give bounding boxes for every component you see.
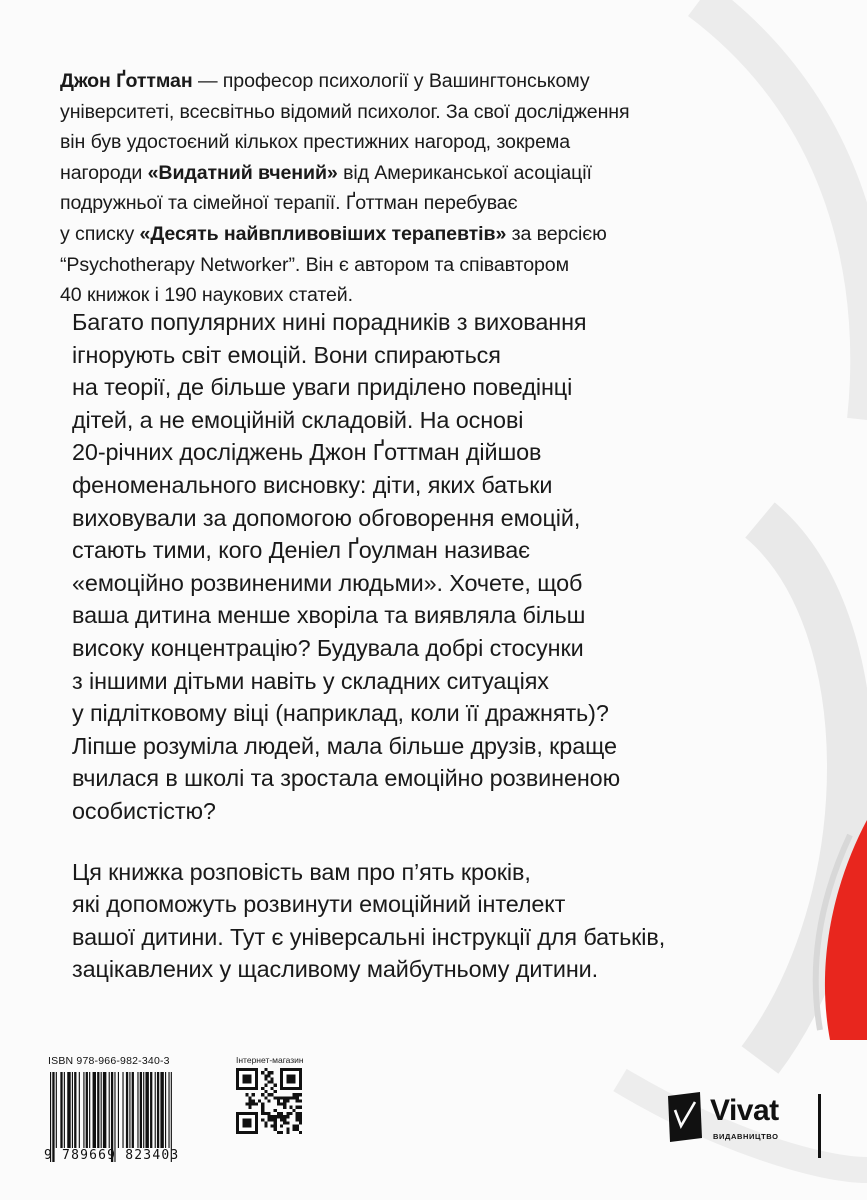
qr-module [280, 1125, 283, 1128]
bio-line: 40 книжок і 190 наукових статей. [60, 284, 353, 307]
barcode-bar [160, 1072, 163, 1148]
description-line: «емоційно розвиненими людьми». Хочете, щоб [72, 569, 583, 596]
description-line: які допоможуть розвинути емоційний інтелект [72, 891, 566, 918]
qr-module [267, 1118, 270, 1121]
barcode-bar [145, 1072, 148, 1148]
description-line: високу концентрацію? Будувала добрі стосунки [72, 634, 584, 661]
qr-module [267, 1099, 270, 1102]
qr-module [286, 1115, 289, 1118]
barcode-bar [157, 1072, 159, 1148]
qr-module [274, 1096, 277, 1099]
qr-module [264, 1090, 267, 1093]
bio-line: він був удостоєний кількох престижних нагород, зокрема [60, 131, 571, 154]
qr-module [274, 1125, 277, 1128]
qr-module [271, 1087, 274, 1090]
qr-module [258, 1099, 261, 1102]
vivat-mark-icon [666, 1092, 704, 1142]
publisher-subtitle: ВИДАВНИЦТВО [713, 1132, 779, 1141]
qr-finder [242, 1118, 251, 1127]
qr-module [293, 1128, 296, 1131]
qr-module [299, 1093, 302, 1096]
qr-module [261, 1093, 264, 1096]
qr-module [286, 1112, 289, 1115]
qr-module [267, 1074, 270, 1077]
description-line: вчилася в школі та зростала емоційно розвиненою [72, 765, 621, 792]
bio-line: нагороди «Видатний вчений» від Американської асоціації [60, 161, 592, 184]
qr-module [289, 1106, 292, 1109]
bio-line: університеті, всесвітньо відомий психолог. За свої дослідження [60, 100, 630, 123]
description-line: Багато популярних нині порадників з виховання [72, 309, 587, 335]
qr-module [280, 1118, 283, 1121]
qr-module [293, 1109, 296, 1112]
qr-module [286, 1096, 289, 1099]
qr-module [264, 1068, 267, 1071]
qr-module [293, 1093, 296, 1096]
description-line: Ця книжка розповість вам про п’ять кроків, [72, 858, 531, 885]
qr-module [293, 1096, 296, 1099]
barcode-bar [101, 1072, 102, 1148]
qr-module [296, 1096, 299, 1099]
qr-module [274, 1084, 277, 1087]
description-line: ігнорують світ емоцій. Вони спираються [72, 341, 501, 368]
qr-module [280, 1096, 283, 1099]
description-line: виховували за допомогою обговорення емоцій, [72, 504, 581, 531]
qr-module [267, 1115, 270, 1118]
barcode-bar [143, 1072, 144, 1148]
qr-module [274, 1118, 277, 1121]
qr-module [283, 1118, 286, 1121]
description-line: особистістю? [72, 797, 216, 824]
qr-module [264, 1077, 267, 1080]
book-description [72, 306, 682, 1014]
qr-module [245, 1093, 248, 1096]
qr-module [283, 1099, 286, 1102]
qr-module [286, 1121, 289, 1124]
barcode-bar [118, 1072, 119, 1148]
qr-module [271, 1118, 274, 1121]
qr-module [296, 1099, 299, 1102]
author-name: Джон Ґоттман [60, 70, 193, 92]
qr-finder [242, 1074, 251, 1083]
qr-module [249, 1103, 252, 1106]
barcode-bar [103, 1072, 106, 1148]
barcode-bar [83, 1072, 84, 1148]
barcode-bar [74, 1072, 76, 1148]
qr-module [296, 1115, 299, 1118]
qr-module [283, 1106, 286, 1109]
barcode-bar [122, 1072, 123, 1148]
author-bio [60, 66, 700, 311]
qr-module [286, 1128, 289, 1131]
description-paragraph-2 [72, 856, 682, 986]
barcode-bar [129, 1072, 130, 1148]
qr-module [277, 1131, 280, 1134]
description-line: дітей, а не емоційній складовій. На основі [72, 406, 524, 433]
barcode-bar [140, 1072, 142, 1148]
qr-module [289, 1112, 292, 1115]
qr-module [264, 1112, 267, 1115]
qr-module [299, 1118, 302, 1121]
barcode-bar [109, 1072, 110, 1148]
qr-module [274, 1109, 277, 1112]
description-line: з іншими дітьми навіть у складних ситуаціях [72, 667, 549, 694]
qr-module [267, 1093, 270, 1096]
qr-module [271, 1125, 274, 1128]
qr-module [264, 1125, 267, 1128]
qr-module [286, 1099, 289, 1102]
qr-module [271, 1071, 274, 1074]
bio-line: у списку «Десять найвпливовіших терапевтів» за версією [60, 222, 607, 245]
barcode-bar [165, 1072, 166, 1148]
qr-module [283, 1103, 286, 1106]
qr-module [261, 1071, 264, 1074]
qr-module [280, 1131, 283, 1134]
qr-module [283, 1121, 286, 1124]
barcode-bar [126, 1072, 128, 1148]
qr-module [252, 1093, 255, 1096]
qr-module [261, 1106, 264, 1109]
qr-module [245, 1103, 248, 1106]
bio-line: Джон Ґоттман — професор психології у Вашингтонському [60, 70, 590, 92]
description-line: на теорії, де більше уваги приділено поведінці [72, 374, 573, 401]
qr-module [280, 1112, 283, 1115]
qr-module [299, 1115, 302, 1118]
qr-module [277, 1103, 280, 1106]
qr-module [274, 1090, 277, 1093]
qr-module [249, 1096, 252, 1099]
description-line: феноменального висновку: діти, яких батьки [72, 471, 553, 498]
qr-label: Інтернет-магазин [236, 1055, 304, 1065]
barcode-bar [93, 1072, 96, 1148]
barcode-bar [67, 1072, 70, 1148]
qr-module [296, 1118, 299, 1121]
qr-module [274, 1115, 277, 1118]
qr-module [277, 1099, 280, 1102]
qr-module [264, 1074, 267, 1077]
barcode-bar [79, 1072, 80, 1148]
description-line: 20-річних досліджень Джон Ґоттман дійшов [72, 439, 542, 466]
barcode-digits: 9 789669 823403 [44, 1148, 180, 1163]
bio-line: подружньої та сімейної терапії. Ґоттман перебуває [60, 192, 518, 215]
barcode-bar [64, 1072, 65, 1148]
qr-module [267, 1112, 270, 1115]
barcode-bar [60, 1072, 62, 1148]
qr-code[interactable] [236, 1068, 302, 1134]
divider-bar [818, 1094, 821, 1158]
qr-module [249, 1099, 252, 1102]
barcode-bar [97, 1072, 99, 1148]
qr-module [274, 1121, 277, 1124]
qr-module [296, 1128, 299, 1131]
qr-module [289, 1096, 292, 1099]
qr-module [296, 1125, 299, 1128]
qr-module [299, 1099, 302, 1102]
qr-module [267, 1081, 270, 1084]
qr-module [261, 1109, 264, 1112]
isbn-label: ISBN 978-966-982-340-3 [48, 1055, 170, 1067]
qr-module [271, 1115, 274, 1118]
description-line: у підлітковому віці (наприклад, коли її дражнять)? [72, 700, 609, 727]
qr-module [283, 1115, 286, 1118]
barcode-bar [86, 1072, 88, 1148]
qr-module [249, 1106, 252, 1109]
qr-module [299, 1106, 302, 1109]
description-paragraph-1 [72, 306, 682, 828]
qr-module [271, 1077, 274, 1080]
qr-module [293, 1125, 296, 1128]
qr-module [296, 1106, 299, 1109]
barcode-bar [137, 1072, 138, 1148]
publisher-name: Vivat [710, 1094, 779, 1127]
qr-module [277, 1096, 280, 1099]
qr-module [271, 1093, 274, 1096]
barcode-bar [89, 1072, 90, 1148]
qr-module [264, 1084, 267, 1087]
qr-module [252, 1099, 255, 1102]
bio-line: “Psychotherapy Networker”. Він є автором та співавтором [60, 253, 569, 276]
qr-module [277, 1112, 280, 1115]
qr-module [296, 1112, 299, 1115]
qr-module [280, 1115, 283, 1118]
description-line: Ліпше розуміла людей, мала більше друзів, краще [72, 732, 617, 759]
qr-module [261, 1118, 264, 1121]
qr-module [277, 1115, 280, 1118]
barcode-bar [56, 1072, 57, 1148]
qr-module [280, 1103, 283, 1106]
barcode-bar [155, 1072, 156, 1148]
barcode-bar [168, 1072, 169, 1148]
description-line: ваша дитина менше хворіла та виявляла більш [72, 602, 586, 629]
qr-module [299, 1131, 302, 1134]
qr-finder [286, 1074, 295, 1083]
qr-module [261, 1103, 264, 1106]
qr-module [274, 1128, 277, 1131]
qr-module [286, 1131, 289, 1134]
qr-module [296, 1093, 299, 1096]
qr-module [264, 1121, 267, 1124]
qr-module [252, 1103, 255, 1106]
barcode-bar [150, 1072, 152, 1148]
qr-module [283, 1096, 286, 1099]
description-line: вашої дитини. Тут є універсальні інструкції для батьків, [72, 923, 666, 950]
qr-module [255, 1103, 258, 1106]
barcode-bar [132, 1072, 134, 1148]
qr-module [299, 1112, 302, 1115]
qr-module [264, 1096, 267, 1099]
description-line: зацікавлених у щасливому майбутньому дитини. [72, 956, 599, 983]
qr-module [271, 1081, 274, 1084]
qr-module [261, 1112, 264, 1115]
qr-module [261, 1087, 264, 1090]
barcode-bar [72, 1072, 73, 1148]
qr-module [299, 1121, 302, 1124]
description-line: стають тими, кого Деніел Ґоулман називає [72, 537, 530, 564]
qr-module [267, 1071, 270, 1074]
